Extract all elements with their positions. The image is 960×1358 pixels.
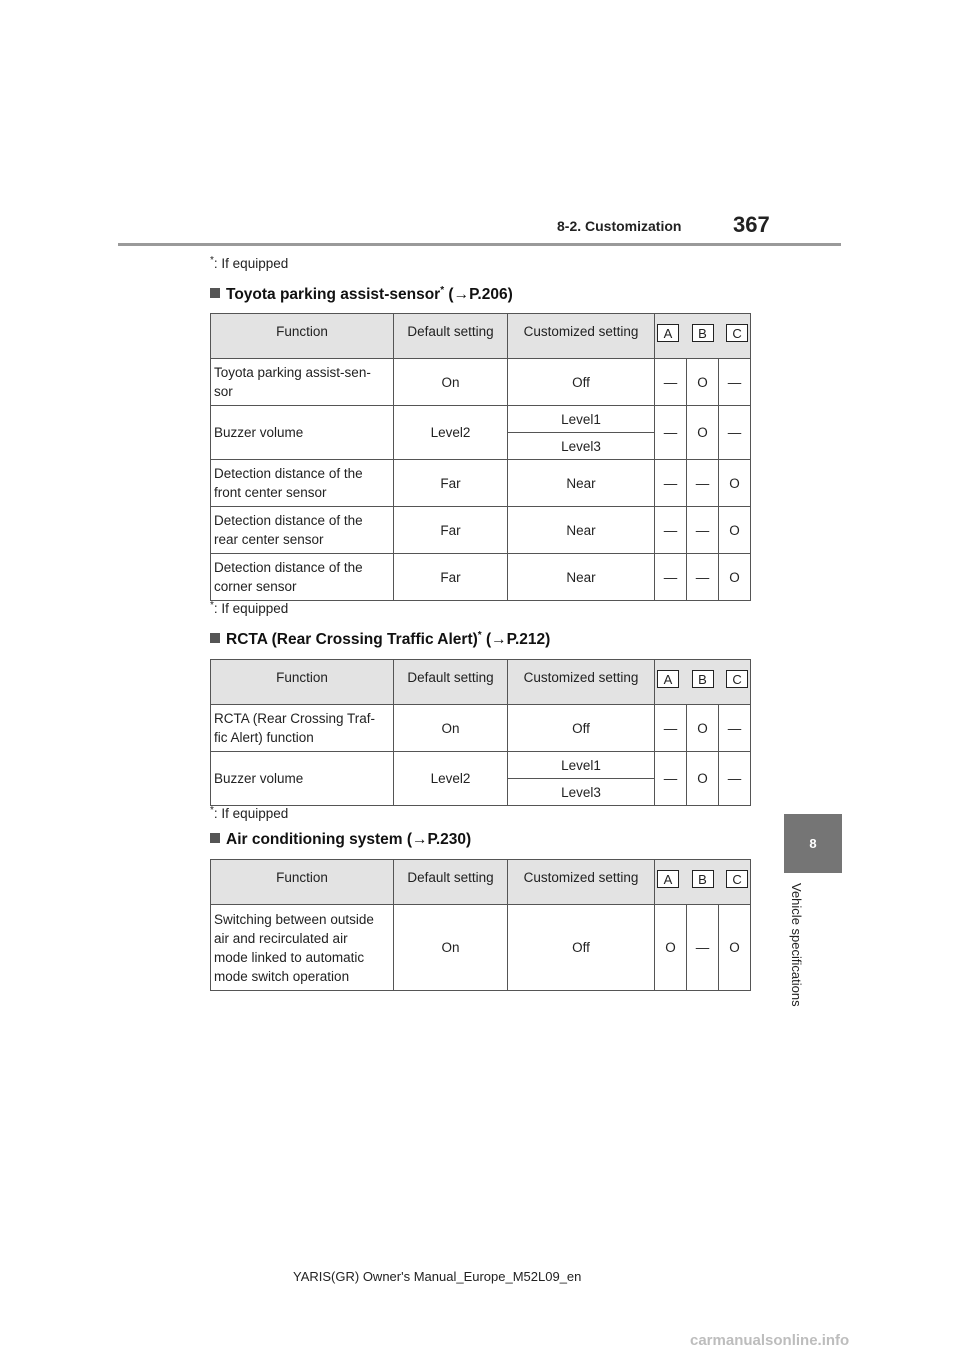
cell-b: — — [687, 905, 719, 991]
cell-default: Far — [394, 460, 508, 507]
cell-c: O — [719, 460, 751, 507]
footnote: *: If equipped — [210, 255, 289, 271]
column-header-function: Function — [211, 314, 394, 359]
method-b-box: B — [692, 670, 714, 688]
footer-manual-id: YARIS(GR) Owner's Manual_Europe_M52L09_en — [293, 1269, 582, 1284]
method-c-box: C — [726, 324, 748, 342]
cell-custom: Off — [508, 359, 655, 406]
table-row — [211, 705, 751, 752]
cell-a: — — [655, 460, 687, 507]
cell-b: O — [687, 705, 719, 752]
chapter-tab[interactable]: 8 — [784, 814, 842, 873]
cell-c: — — [719, 752, 751, 806]
watermark: carmanualsonline.info — [690, 1332, 850, 1349]
cell-a: — — [655, 554, 687, 601]
section-title: 8-2. Customization — [557, 218, 682, 234]
cell-b: — — [687, 554, 719, 601]
cell-c: O — [719, 554, 751, 601]
cell-custom: Level1 — [508, 752, 655, 779]
column-header-abc — [655, 860, 751, 905]
section-heading-parking-sensor: Toyota parking assist-sensor* (→P.206) — [210, 285, 513, 304]
cell-a: — — [655, 406, 687, 460]
cell-custom: Near — [508, 554, 655, 601]
footnote-mark: * — [210, 255, 214, 266]
method-a-box: A — [657, 870, 679, 888]
cell-a: — — [655, 752, 687, 806]
cell-custom: Off — [508, 705, 655, 752]
settings-table-parking-sensor — [210, 313, 751, 601]
table-row — [211, 507, 751, 554]
method-a-box: A — [657, 670, 679, 688]
cell-custom: Level3 — [508, 433, 655, 460]
square-bullet-icon — [210, 833, 220, 843]
cell-custom: Level1 — [508, 406, 655, 433]
chapter-title: Vehicle specifications — [789, 883, 804, 1007]
cell-c: O — [719, 905, 751, 991]
cell-a: — — [655, 359, 687, 406]
table-row — [211, 905, 751, 991]
footnote: *: If equipped — [210, 805, 289, 821]
cell-b: O — [687, 752, 719, 806]
table-header-row — [211, 314, 751, 359]
table-row — [211, 460, 751, 507]
table-row — [211, 554, 751, 601]
cell-function: Detection distance of the rear center sensor — [211, 507, 394, 554]
cell-default: Far — [394, 507, 508, 554]
cell-c: — — [719, 359, 751, 406]
column-header-custom: Customized setting — [508, 314, 655, 359]
cell-custom: Near — [508, 507, 655, 554]
table-row — [211, 406, 751, 433]
column-header-default: Default setting — [394, 314, 508, 359]
table-row — [211, 359, 751, 406]
cell-b: — — [687, 507, 719, 554]
section-heading-rcta: RCTA (Rear Crossing Traffic Alert)* (→P.212) — [210, 630, 550, 649]
cell-function: Detection distance of the corner sensor — [211, 554, 394, 601]
cell-default: On — [394, 359, 508, 406]
cell-function: Switching between outside air and recirculated air mode linked to automatic mode switch operation — [211, 905, 394, 991]
cell-b: O — [687, 359, 719, 406]
table-row — [211, 752, 751, 779]
cell-a: — — [655, 507, 687, 554]
cell-a: O — [655, 905, 687, 991]
cell-default: Far — [394, 554, 508, 601]
page-reference-link[interactable]: (→P.212) — [486, 631, 551, 648]
header-divider — [118, 243, 841, 246]
cell-a: — — [655, 705, 687, 752]
column-header-abc — [655, 314, 751, 359]
method-c-box: C — [726, 670, 748, 688]
section-heading-air-conditioning: Air conditioning system (→P.230) — [210, 831, 471, 849]
cell-default: Level2 — [394, 752, 508, 806]
column-header-custom: Customized setting — [508, 860, 655, 905]
column-header-function: Function — [211, 860, 394, 905]
page-reference-link[interactable]: (→P.206) — [448, 286, 513, 303]
cell-function: Toyota parking assist-sen- sor — [211, 359, 394, 406]
cell-default: On — [394, 905, 508, 991]
cell-custom: Near — [508, 460, 655, 507]
column-header-function: Function — [211, 660, 394, 705]
method-c-box: C — [726, 870, 748, 888]
cell-c: O — [719, 507, 751, 554]
settings-table-air-conditioning — [210, 859, 751, 991]
column-header-default: Default setting — [394, 660, 508, 705]
cell-default: On — [394, 705, 508, 752]
square-bullet-icon — [210, 633, 220, 643]
cell-b: — — [687, 460, 719, 507]
cell-custom: Level3 — [508, 779, 655, 806]
column-header-default: Default setting — [394, 860, 508, 905]
method-a-box: A — [657, 324, 679, 342]
page-number: 367 — [733, 212, 770, 237]
cell-default: Level2 — [394, 406, 508, 460]
cell-b: O — [687, 406, 719, 460]
table-header-row — [211, 860, 751, 905]
method-b-box: B — [692, 870, 714, 888]
footnote-mark: * — [210, 805, 214, 816]
cell-c: — — [719, 705, 751, 752]
footnote-mark: * — [210, 600, 214, 611]
column-header-custom: Customized setting — [508, 660, 655, 705]
cell-function: Buzzer volume — [211, 752, 394, 806]
page-reference-link[interactable]: (→P.230) — [406, 831, 472, 848]
column-header-abc — [655, 660, 751, 705]
cell-function: Detection distance of the front center sensor — [211, 460, 394, 507]
table-header-row — [211, 660, 751, 705]
settings-table-rcta — [210, 659, 751, 806]
cell-function: RCTA (Rear Crossing Traf- fic Alert) function — [211, 705, 394, 752]
cell-custom: Off — [508, 905, 655, 991]
square-bullet-icon — [210, 288, 220, 298]
cell-function: Buzzer volume — [211, 406, 394, 460]
footnote: *: If equipped — [210, 600, 289, 616]
cell-c: — — [719, 406, 751, 460]
method-b-box: B — [692, 324, 714, 342]
